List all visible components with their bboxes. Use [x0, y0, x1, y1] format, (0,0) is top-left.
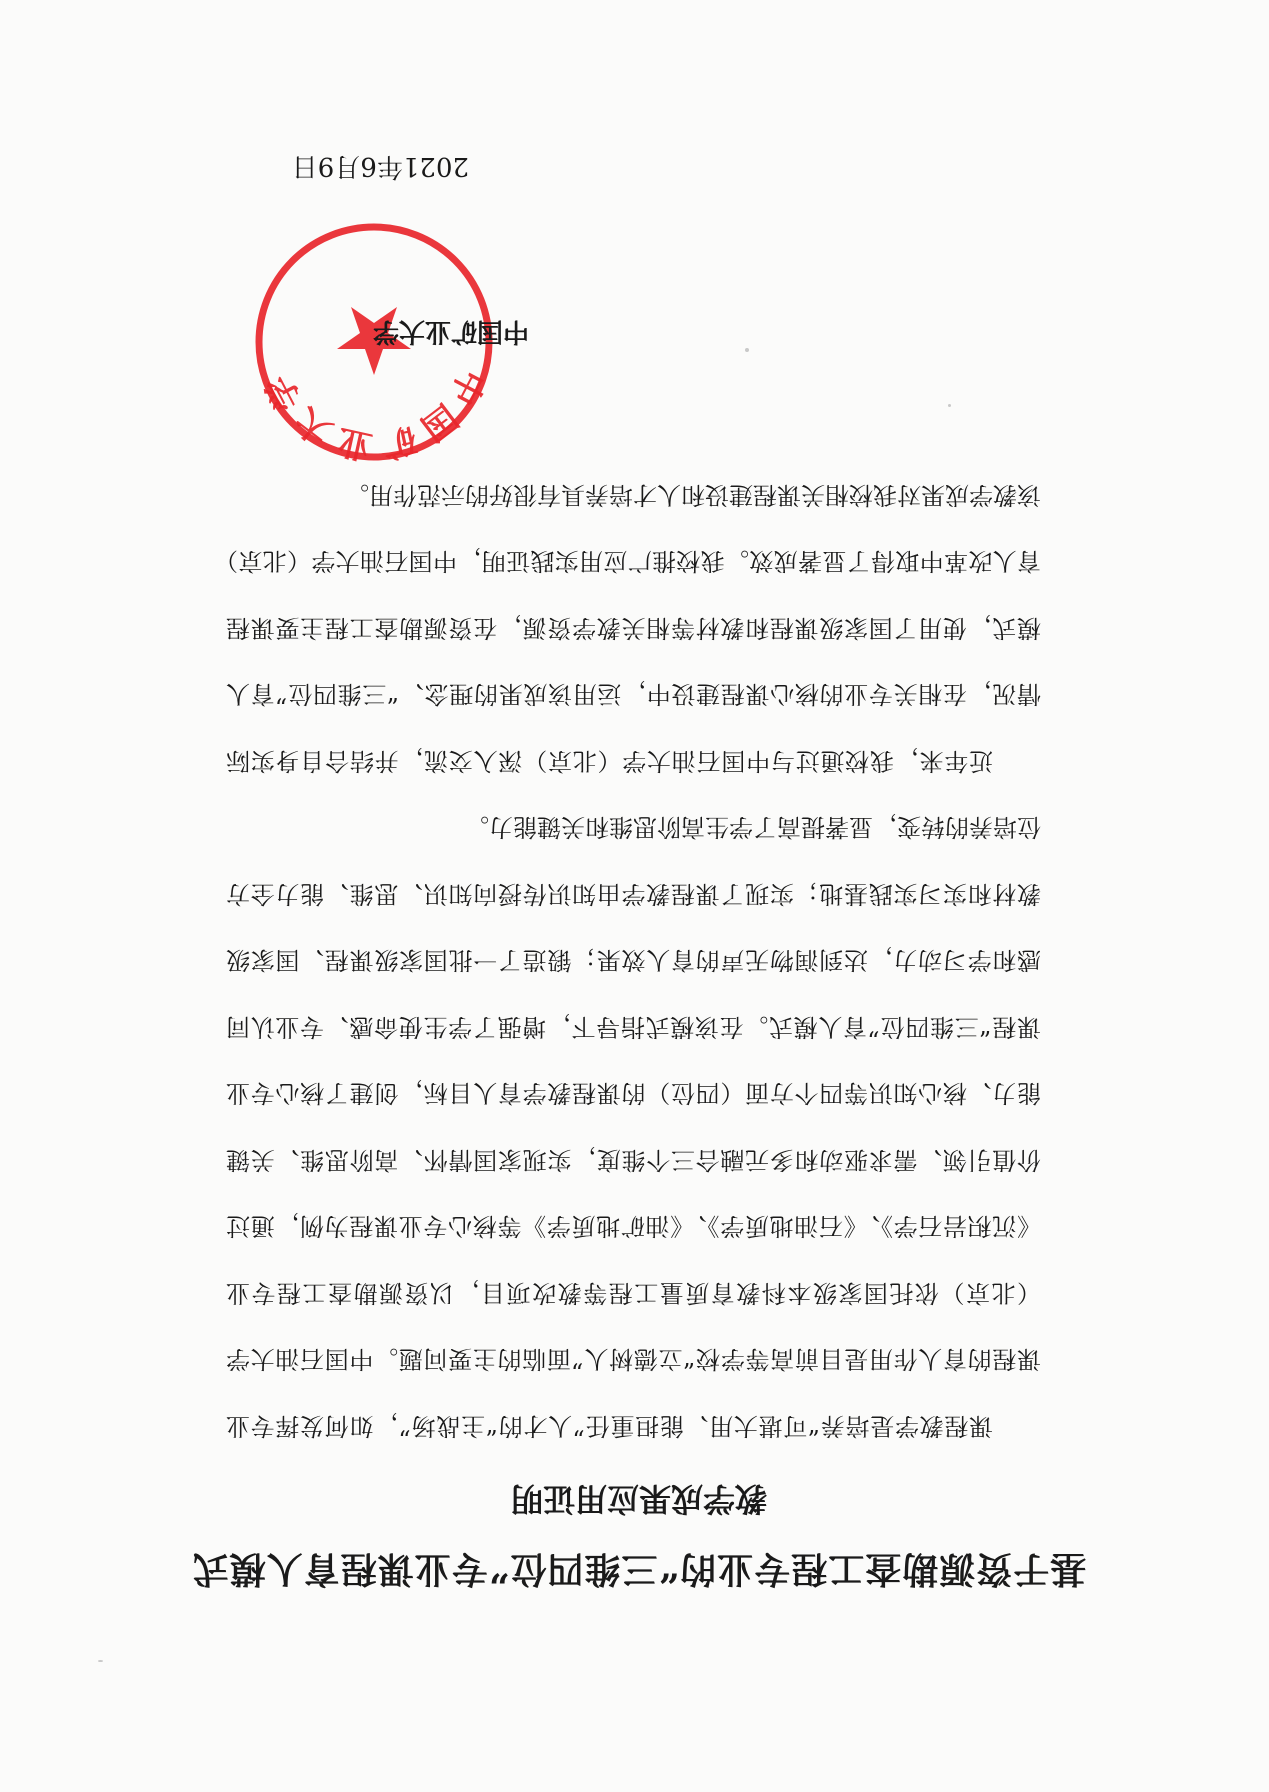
- issue-date: 2021年6月9日: [291, 151, 469, 181]
- scan-speck: [98, 1660, 103, 1662]
- scan-speck: [745, 348, 749, 352]
- document-subtitle: 教学成果应用证明: [511, 1480, 768, 1518]
- document-title: 基于资源勘查工程专业的“三维四位”专业课程育人模式: [191, 1548, 1087, 1590]
- svg-text:中国矿业大学: [256, 363, 493, 467]
- body-paragraph: 近年来，我校通过与中国石油大学（北京）深入交流，并结合自身实际情况，在相关专业的核心课程建设中，运用该成果的理念、“三维四位”育人模式，使用了国家级课程和教材等相关教学资源，在资源勘查工程主要课程育人改革中取得了显著成效。我校推广应用实践证明，中国石油大学（北京）该教学成果对我校相关课程建设和人才培养具有很好的示范作用。: [226, 481, 1041, 775]
- issuing-organization: 中国矿业大学: [372, 316, 529, 346]
- body-paragraph: 课程教学是培养“可堪大用、能担重任”人才的“主战场”，如何发挥专业课程的育人作用是目前高等学校“立德树人”面临的主要问题。中国石油大学（北京）依托国家级本科教育质量工程等教改项目，以资源勘查工程专业《沉积岩石学》、《石油地质学》、《油矿地质学》等核心专业课程为例，通过价值引领、需求驱动和多元融合三个维度，实现家国情怀、高阶思维、关键能力、核心知识等四个方面（四位）的课程教学育人目标，创建了核心专业课程“三维四位”育人模式。在该模式指导下，增强了学生使命感、专业认同感和学习动力，达到润物无声的育人效果；锻造了一批国家级课程、国家级教材和实习实践基地；实现了课程教学由知识传授向知识、思维、能力全方位培养的转变，显著提高了学生高阶思维和关键能力。: [226, 813, 1041, 1440]
- seal-ring-text: 中国矿业大学: [255, 362, 493, 467]
- document-body: [226, 462, 1041, 1460]
- scan-speck: [948, 404, 951, 407]
